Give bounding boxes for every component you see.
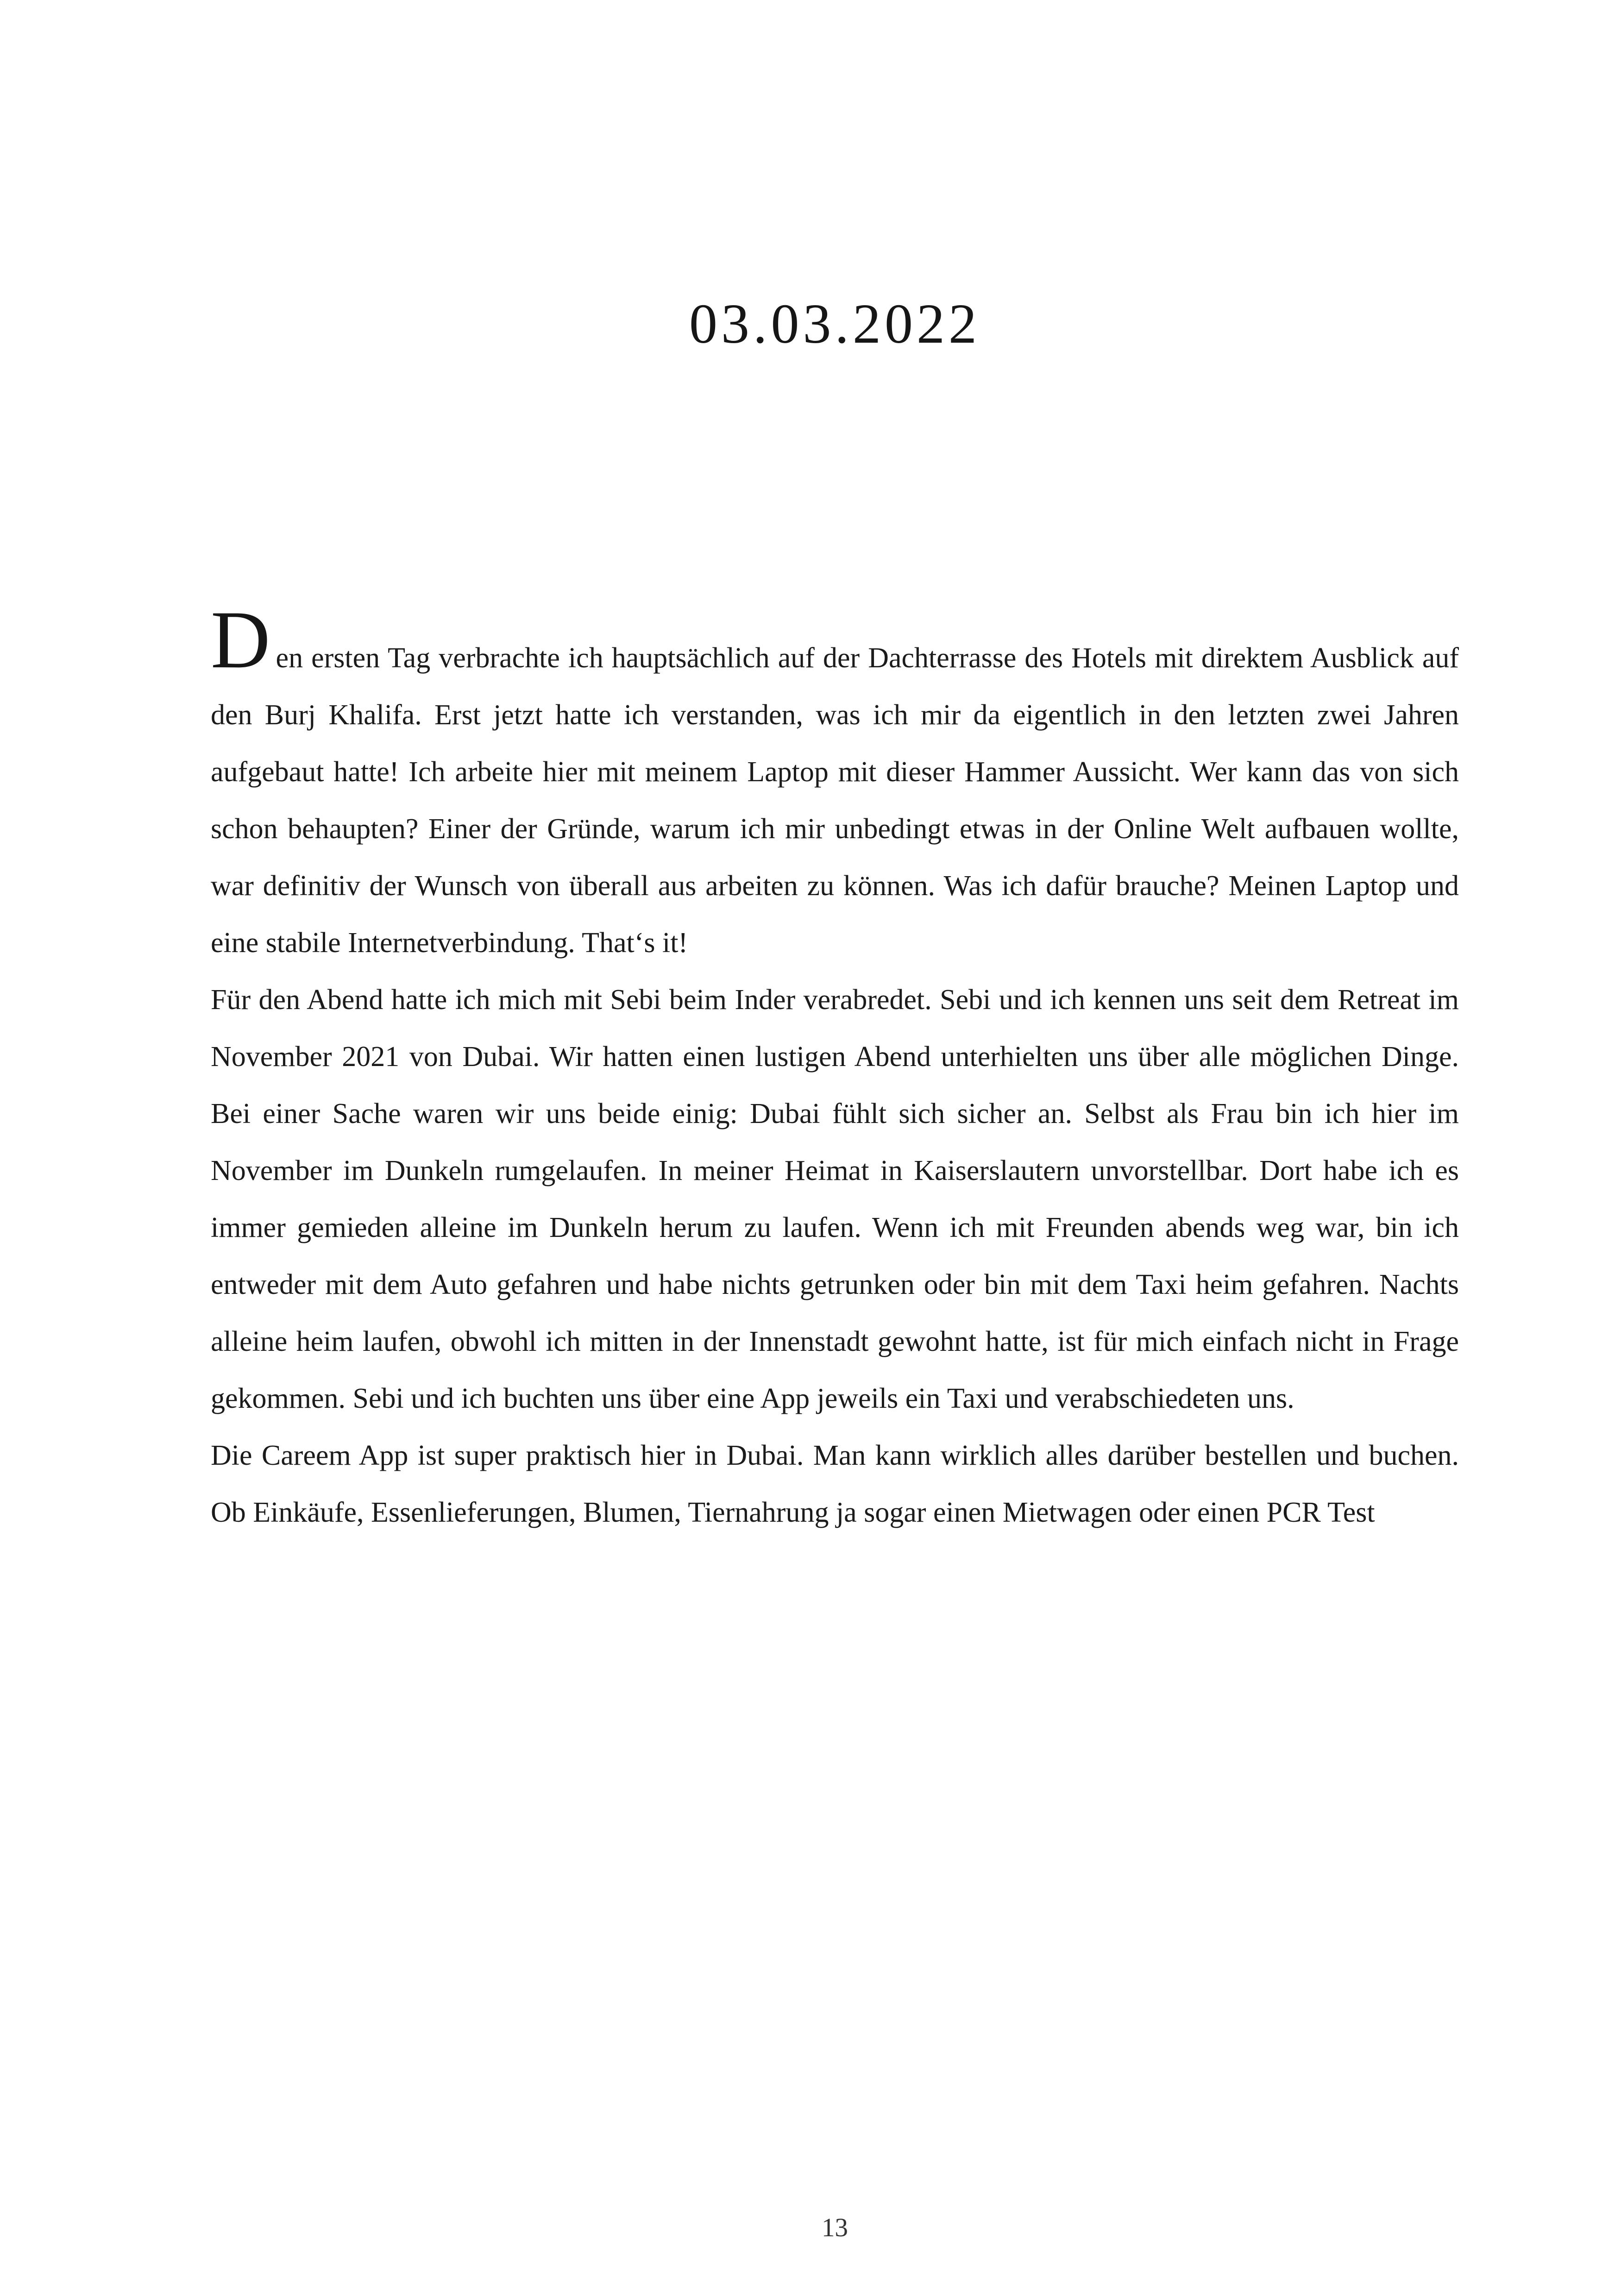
page-number: 13: [822, 2213, 848, 2242]
body-text: [211, 594, 1459, 1541]
page-content: [211, 0, 1459, 1541]
paragraph: [211, 972, 1459, 1427]
paragraph-text: Die Careem App ist super praktisch hier in Dubai. Man kann wirklich alles darüber bestellen und buchen. Ob Einkäufe, Essenlieferungen, Blumen, Tiernahrung ja sogar einen Mietwagen oder einen PCR Test: [211, 1440, 1459, 1528]
paragraph: [211, 594, 1459, 972]
paragraph-text: Für den Abend hatte ich mich mit Sebi beim Inder verabredet. Sebi und ich kennen uns seit dem Retreat im November 2021 von Dubai. Wir hatten einen lustigen Abend unterhielten uns über alle möglichen Dinge. Bei einer Sache waren wir uns beide einig: Dubai fühlt sich sicher an. Selbst als Frau bin ich hier im November im Dunkeln rumgelaufen. In meiner Heimat in Kaiserslautern unvorstellbar. Dort habe ich es immer gemieden alleine im Dunkeln herum zu laufen. Wenn ich mit Freunden abends weg war, bin ich entweder mit dem Auto gefahren und habe nichts getrunken oder bin mit dem Taxi heim gefahren. Nachts alleine heim laufen, obwohl ich mitten in der Innenstadt gewohnt hatte, ist für mich einfach nicht in Frage gekommen. Sebi und ich buchten uns über eine App jeweils ein Taxi und verabschiedeten uns.: [211, 984, 1459, 1414]
paragraph-text: en ersten Tag verbrachte ich hauptsächlich auf der Dachterrasse des Hotels mit direktem Ausblick auf den Burj Khalifa. Erst jetzt hatte ich verstanden, was ich mir da eigentlich in den letzten zwei Jahren aufgebaut hatte! Ich arbeite hier mit meinem Laptop mit dieser Hammer Aussicht. Wer kann das von sich schon behaupten? Einer der Gründe, warum ich mir unbedingt etwas in der Online Welt aufbauen wollte, war definitiv der Wunsch von überall aus arbeiten zu können. Was ich dafür brauche? Meinen Laptop und eine stabile Internetverbindung. That‘s it!: [211, 642, 1459, 959]
paragraph: [211, 1427, 1459, 1541]
drop-cap: D: [211, 594, 270, 685]
date-heading: 03.03.2022: [689, 293, 980, 355]
